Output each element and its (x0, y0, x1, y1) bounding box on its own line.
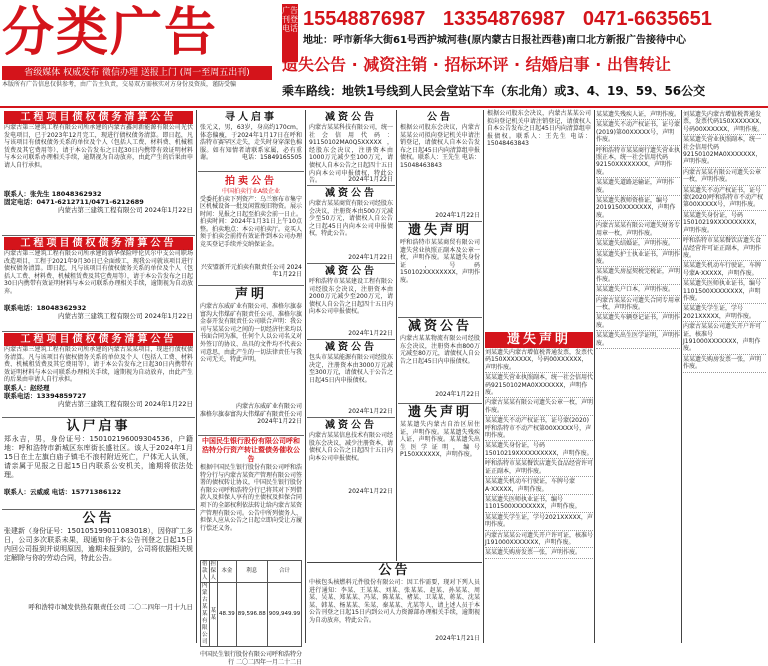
list-item: 内蒙古某某有限公司遗失财务专用章一枚，声明作废。 (596, 221, 680, 239)
column-divider (681, 110, 682, 643)
phone-number: 15548876987 (303, 8, 426, 30)
list-item: 内蒙古某某公司遗失开户许可证，核准号J191000XXXXXXX，声明作废。 (485, 531, 593, 549)
notice (398, 404, 482, 498)
notice-title: 声明 (234, 287, 267, 302)
notice (198, 110, 304, 172)
column-1 (2, 110, 195, 643)
notice-date: 2024年1月22日 (348, 254, 393, 261)
notice-body: 内蒙古第三建筑工程有限公司所承建的新华保险呼伦贝尔中支公司职场改造项目，工程于2021年9月30日已全面竣工，现我公司就该项目进行债权债务清算。即日起，凡与该项目有债权债务关系的单位及个人（包括人工费、材料费、机械租赁费及其它费用等），请于本公告发布之日起30日内携带有效证明材料与本公司联系办理相关手续，逾期视为自动放弃。 (4, 250, 194, 295)
list-item: 某某遗失道路运输证，声明作废。 (596, 178, 680, 196)
notice-body: 内蒙古某某科技有限公司，统一社会信用代码：91150102MA0Q5XXXXX，经股东会决议，注册资本由1000万元减少至100万元，请债权人自本公告之日起四十五日内向本公司申报债权，特此公告。 (309, 124, 394, 185)
list-item: 某某遗失房屋契税完税证，声明作废。 (596, 267, 680, 285)
notice-body: 张建新（身份证号：150105199011083018），因你旷工多日，公司多次联系未果，现通知你于本公告刊登之日起15日内回公司报到并说明原因，逾期未报到的，公司将依据相关规定解除与你的劳动合同，特此公告。 (4, 527, 193, 562)
list-item: 刘某遗失内蒙古增值税普通发票，发票代码150XXXXXXX，号码00XXXXXX，声明作废。 (485, 348, 593, 373)
list-item: 某某遗失教师资格证，编号2019150XXXXXXX，声明作废。 (596, 196, 680, 221)
table-header: 借款人 (202, 561, 208, 581)
notice-body: 包头市某某能源有限公司经股东决定，注册资本由3000万元减至300万元，请债权人于公告之日起45日内申报债权。 (309, 354, 394, 384)
notice-date: 2024年1月22日 (435, 212, 480, 219)
notice-title: 减资公告 (325, 112, 377, 123)
notice (307, 110, 395, 186)
notice-body: 根据公司股东会决议，内蒙古某某公司拟向登记机关申请注销登记，请债权人自本公告发布之日起45日内向清算组申报债权。联系人：王先生 电话：15048463843 (487, 110, 591, 148)
notice-date: 内蒙古第三建筑工程有限公司 2024年1月22日 (57, 206, 193, 214)
notice-date: 内蒙古第三建筑工程有限公司 2024年1月22日 (57, 312, 193, 320)
notice-body: 呼和浩特市某某建设工程有限公司经股东会决议，注册资本由2000万元减少至200万元，请债权人自公告之日起四十五日内向本公司申报债权。 (309, 278, 394, 316)
notice (398, 110, 482, 222)
notice-title: 拍卖公告 (225, 176, 277, 187)
notice-date: 2024年1月22日 (435, 391, 480, 398)
notice (2, 418, 195, 510)
table-cell: 内蒙古某某有限公司 (202, 583, 208, 645)
notice-body: 张元义，男，63岁，身高约170cm，体态偏瘦，于2024年1月17日在呼和浩特市赛罕区走失，走失时身穿深色棉服。如有知情者请联系家属，必有重谢。 (200, 124, 303, 162)
notice-title: 公告 (378, 563, 411, 578)
list-item: 某某遗失车辆登记证书，声明作废。 (596, 313, 680, 331)
list-item: 某某遗失结婚证，声明作废。 (596, 239, 680, 249)
notice-body: 某某遗失内蒙古自治区居住证，声明作废。某某遗失残疾人证，声明作废。某某遗失出生医学证明，编号P150XXXXXX，声明作废。 (400, 421, 480, 459)
notice-date: 2024年1月22日 (348, 488, 393, 495)
phone-number: 0471-6635651 (582, 8, 712, 30)
notice-contact: 联系人：云威威 电话：15771386122 (4, 488, 122, 496)
list-item: 某某遗失医师执业证书，编号1101500XXXXXXXX，声明作废。 (683, 279, 766, 304)
notice-date: 2024年1月22日 (348, 408, 393, 415)
notice (307, 264, 395, 340)
notice-title: 中国民生银行股份有限公司呼和浩特分行资产转让暨债务催收公告 (202, 437, 300, 463)
list-item: 内蒙古某某公司遗失合同专用章一枚，声明作废。 (596, 296, 680, 314)
notice-contact: 内蒙古东威矿业有限公司 (235, 403, 302, 410)
list-item: 呼和浩特市某某餐饮店遗失食品经营许可证正副本，声明作废。 (683, 236, 766, 261)
list-item: 内蒙古某某有限公司遗失公章一枚，声明作废。 (485, 398, 593, 416)
column-divider (305, 110, 306, 643)
notice-body: 内蒙古第三建筑工程有限公司所承建的内蒙古鑫河新能源有限公司光伏发电项目，已于2023年12月完工，现进行债权债务清算。即日起，凡与该项目有债权债务关系的单位及个人（包括人工费、材料费、机械租赁费及其它费用等），请于本公告发布之日起30日内携带有效证明材料与本公司联系办理相关手续，逾期视为自动放弃，由此产生的后果由申请人自行承担。 (4, 124, 193, 169)
notice-contact: 电话：15849165505 (242, 154, 302, 161)
list-item: 某某遗失机动车行驶证，车牌号蒙A·XXXXX，声明作废。 (683, 261, 766, 279)
lost-list (596, 110, 680, 349)
notice-title: 减资公告 (407, 319, 472, 334)
notice (2, 332, 195, 418)
column-6 (596, 110, 680, 643)
page-title: 分类广告 (2, 2, 219, 63)
table-header: 担保人 (210, 561, 217, 581)
table-header-row (201, 561, 302, 583)
slogan: 遗失公告 · 减资注销 · 招标环评 · 结婚启事 · 出售转让 (282, 55, 671, 74)
table-cell: 89,596.88 (236, 583, 267, 647)
notice-contact: 联系人：张先生 18048362932 (4, 190, 102, 198)
notice-date: 2024年1月22日 (348, 176, 393, 183)
masthead (0, 0, 768, 108)
notice-title: 遗失声明 (407, 223, 472, 238)
lost-list (683, 110, 766, 373)
notice (198, 174, 304, 286)
bus-route: 乘车路线：地铁1号线到人民会堂站下车（东北角）或3、4、19、59、56公交 (282, 84, 706, 98)
list-item: 某某遗失不动产权证书，证号蒙(2020)呼和浩特市不动产权第00XXXXX号，声明作废。 (485, 416, 593, 441)
list-item: 某某遗失学生证，学号2021XXXXX，声明作废。 (485, 513, 593, 531)
phone-numbers (303, 6, 765, 32)
list-item: 某某遗失户口本，声明作废。 (596, 285, 680, 295)
table-row (201, 583, 302, 647)
notice (398, 222, 482, 318)
column-divider (594, 110, 595, 643)
table-cell: 48.39 (218, 583, 237, 647)
notice-body: 内蒙古某某商贸有限公司经股东会决议，注册资本由500万元减少至50万元，请债权人自公告之日起45日内向本公司申报债权，特此公告。 (309, 200, 394, 238)
list-item: 某某遗失学生证，学号2021XXXXX，声明作废。 (683, 304, 766, 322)
list-item: 呼和浩特市某某商行遗失营业执照正本，统一社会信用代码92150XXXXXXXX，声明作废。 (596, 146, 680, 179)
notice-title: 减资公告 (325, 188, 377, 199)
notice-body: 根据中国民生银行股份有限公司呼和浩特分行与内蒙古某资产管理有限公司签署的债权转让协议，中国民生银行股份有限公司呼和浩特分行已将其对下列借款人及担保人享有的主债权及担保合同项下的全部权利依法转让给内蒙古某资产管理有限公司。公告中所列债务人、担保人应从公告之日起立即向受让方履行偿还义务。 (200, 464, 303, 532)
notice-body: 根据公司股东会决议，内蒙古某某公司拟向登记机关申请注销登记，请债权人自本公告发布之日起45日内向清算组申报债权。联系人：王先生 电话：15048463843 (400, 124, 480, 169)
notice-body: 受委托拍卖下列资产：乌兰察布市集宁区机械设备一批及闲置废旧物资。展示时间：见报之日起至拍卖会前一日止。拍卖时间：2024年1月31日上午10点整。拍卖地点：本公司拍卖厅。竞买人须于拍卖会前持有效证件到本公司办理竞买登记手续并交纳保证金。 (200, 195, 303, 249)
notice (307, 418, 395, 498)
list-item: 某某遗失营业执照副本，统一社会信用代码92150102MA0XXXXXXX，声明作废。 (485, 373, 593, 398)
table-cell: 某某 (209, 583, 218, 647)
table-cell: 909,949.99 (267, 583, 302, 647)
notice (198, 286, 304, 436)
notice-body: 内蒙古第三建筑工程有限公司所承建的内蒙古某某项目，现进行债权债务清算。凡与该项目有债权债务关系的单位及个人（包括人工费、材料费、机械租赁费及其它费用等），请于本公告发布之日起30日内携带有效证明材料与本公司联系办理相关手续，逾期视为自动放弃，由此产生的后果由申请人自行承担。 (4, 346, 193, 384)
list-item: 某某遗失购房发票一张，声明作废。 (485, 548, 593, 558)
list-item: 呼和浩特市某某餐饮店遗失食品经营许可证正副本，声明作废。 (485, 459, 593, 477)
list-item: 内蒙古某某公司遗失开户许可证，核准号J191000XXXXXXX，声明作废。 (683, 322, 766, 355)
notice (2, 236, 195, 332)
notice-title: 减资公告 (325, 342, 377, 353)
title-disclaimer: 本版所有广告信息仅供参考，由广告主负责，交易双方需核实对方身份及资质，谨防受骗 (2, 81, 237, 88)
notice-body: 内蒙古东威矿业有限公司、准格尔旗泰富沟大伟煤矿有限责任公司、准格尔旗金泰开发有限责任公司联合声明：我公司与某某公司之间的一切经济往来均以书面合同为准，任何个人以公司名义对外签订的协议、出具的文件均不代表公司意思，由此产生的一切法律责任与我公司无关，特此声明。 (200, 303, 303, 364)
notice-title: 遗失声明 (407, 405, 472, 420)
list-item: 某某遗失身份证，号码15010219XXXXXXXXXX，声明作废。 (485, 441, 593, 459)
notice-date: 内蒙古第三建筑工程有限公司 2024年1月22日 (57, 400, 193, 408)
debt-table (200, 560, 302, 647)
notice-wide (307, 562, 482, 644)
notice-date: 中国民生银行股份有限公司呼和浩特分行 二〇二四年一月二十二日 (200, 651, 303, 666)
notice-body: 内蒙古某某物流有限公司经股东会决议，注册资本由800万元减至80万元，请债权人自公告之日起45日内申报债权。 (400, 335, 480, 365)
notice-title: 认尸启事 (66, 419, 131, 434)
column-divider (196, 110, 197, 643)
notice-date: 呼和浩特市城发供热有限责任公司 二〇二四年一月十九日 (28, 603, 193, 611)
column-2-lower (198, 174, 304, 666)
notice-date: 2024年1月22日 (348, 330, 393, 337)
list-item: 刘某遗失内蒙古增值税普通发票，发票代码150XXXXXXX，号码00XXXXXX，声明作废。 (683, 110, 766, 135)
notice-tel: 固定电话：0471-6212711/0471-6212689 (4, 198, 144, 206)
notice-title: 寻人启事 (225, 112, 277, 123)
notice (307, 186, 395, 264)
column-3 (307, 110, 395, 561)
notice (398, 318, 482, 404)
list-item: 内蒙古某某有限公司遗失公章一枚，声明作废。 (683, 168, 766, 186)
notice-body: 内蒙古某某信息技术有限公司经股东会决议，减少注册资本，请债权人自公告之日起四十五日内向本公司申报债权。 (309, 432, 394, 462)
notice-title: 工程项目债权债务清算公告 (4, 333, 193, 346)
table-header: 本金 (218, 561, 237, 583)
list-item: 某某遗失不动产权证书，证号蒙(2020)呼和浩特市不动产权第00XXXXX号，声明作废。 (683, 186, 766, 211)
list-item: 某某遗失不动产权证书，证号蒙(2019)第00XXXXX号，声明作废。 (596, 120, 680, 145)
notice-date: 兴安盟新开元拍卖有限责任公司 2024年1月22日 (200, 263, 302, 278)
notice (2, 110, 195, 236)
notice-body: 呼和浩特市某某商贸有限公司遗失营业执照正副本及公章一枚，声明作废。某某遗失身份证，号码150102XXXXXXXX，声明作废。 (400, 239, 480, 284)
column-divider (396, 110, 397, 561)
notice (198, 436, 304, 666)
notice-title: 公告 (427, 112, 453, 123)
phone-number: 13354876987 (442, 8, 566, 30)
notice-tel: 联系电话：13394859727 (4, 392, 87, 400)
notice-contact: 联系电话：18048362932 (4, 304, 87, 312)
table-header: 合计 (267, 561, 302, 583)
notice-title: 减资公告 (325, 420, 377, 431)
column-7 (683, 110, 766, 643)
notice (2, 510, 195, 640)
column-divider (483, 110, 484, 643)
masthead-divider (0, 106, 768, 108)
list-item: 某某遗失身份证，号码15010219XXXXXXXXXX，声明作废。 (683, 211, 766, 236)
notice (307, 340, 395, 418)
title-subline: 省级媒体 权威发布 微信办理 送报上门 (周一至周五出刊) (2, 66, 272, 80)
notice-date: 2024年1月21日 (435, 635, 480, 642)
list-item: 某某遗失残疾人证，声明作废。 (596, 110, 680, 120)
column-4 (398, 110, 482, 561)
notice-date: 2024年1月22日 (257, 418, 302, 425)
list-item: 某某遗失医师执业证书，编号1101500XXXXXXXX，声明作废。 (485, 495, 593, 513)
address: 地址：呼市新华大街61号西护城河巷(原内蒙古日报社西巷)南口北方新报广告接待中心 (303, 35, 687, 46)
notice-title: 减资公告 (325, 266, 377, 277)
column-5-upper (485, 110, 593, 643)
list-item: 某某遗失机动车行驶证，车牌号蒙A·XXXXX，声明作废。 (485, 477, 593, 495)
notice-contact: 联系人：赵经理 (4, 384, 50, 392)
list-item: 某某遗失出生医学证明，声明作废。 (596, 331, 680, 349)
lost-title: 遗失声明 (485, 332, 593, 348)
list-item: 某某遗失营业执照副本，统一社会信用代码92150102MA0XXXXXXX，声明作废。 (683, 135, 766, 168)
notice-body: 中核包头核燃料元件股份有限公司：因工作需要，现对下列人员进行通知：李某、王某某、刘某、张某某、赵某、孙某某、周某、吴某、郑某某、冯某、陈某某、褚某、卫某某、蒋某、沈某某、韩某、杨某某、朱某、秦某某、尤某等人，请上述人员于本公告刊登之日起15日内到公司人力资源部办理相关手续，逾期视为自动放弃，特此公告。 (309, 579, 480, 624)
list-item: 某某遗失护士执业证书，声明作废。 (596, 250, 680, 268)
notice-title: 公告 (82, 511, 115, 526)
notice-title: 工程项目债权债务清算公告 (4, 237, 193, 250)
notice-tel: 准格尔旗泰富沟大伟煤矿有限责任公司 (200, 410, 303, 418)
notice-body: 郑永吉，男，身份证号：150102196009304536，户籍地：呼和浩特市新城区东库街长盛社区。该人于2024年1月15日在土左旗白庙子镇毛不浪村附近死亡，尸体无人认领，请亲属于见报之日起15日内联系公安机关，逾期将依法处理。 (4, 435, 193, 479)
auction-badge: 中国拍卖行业A级企业 (221, 188, 281, 195)
notice-title: 工程项目债权债务清算公告 (4, 111, 193, 124)
list-item: 某某遗失购房发票一张，声明作废。 (683, 355, 766, 373)
table-header: 利息 (236, 561, 267, 583)
hotline-label: 广告刊登电话 (282, 4, 298, 62)
